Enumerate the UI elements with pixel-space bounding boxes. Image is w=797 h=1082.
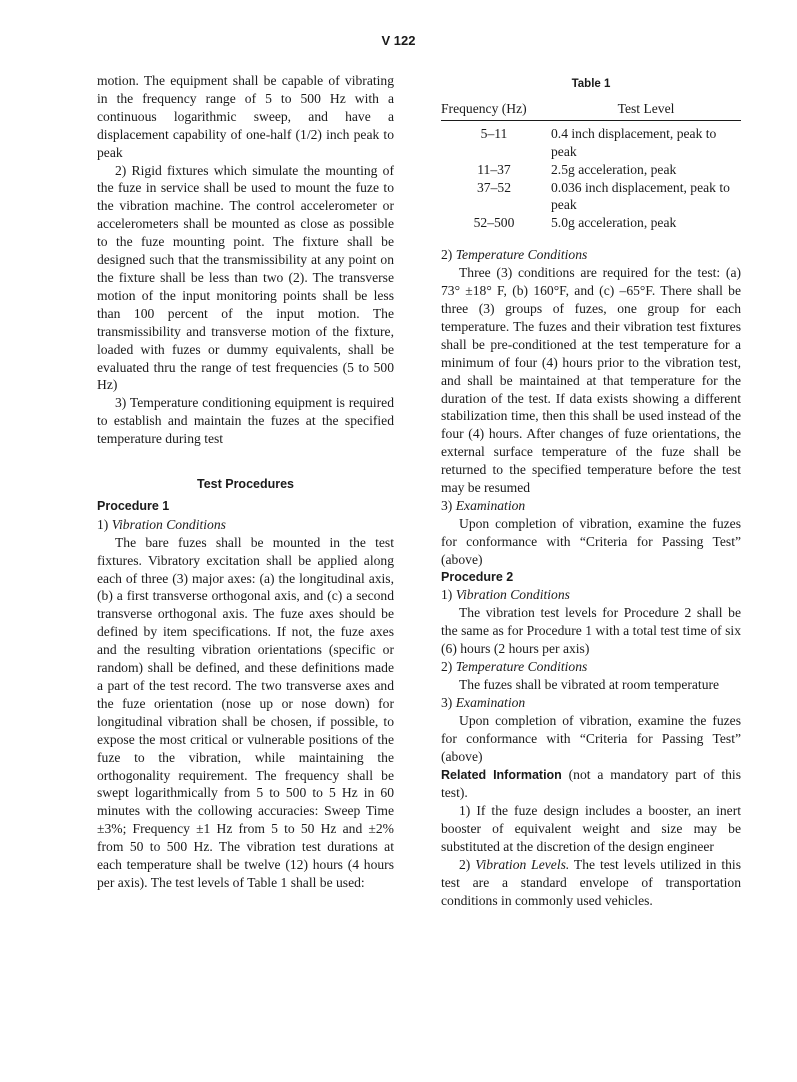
paragraph-related-booster: 1) If the fuze design includes a booster, an inert booster of equivalent weight and size may be substituted at the discretion of the design engineer: [441, 803, 741, 855]
procedure-1-label: Procedure 1: [97, 498, 170, 513]
section-number: 2): [441, 659, 456, 675]
paragraph-vibration-conditions: The bare fuzes shall be mounted in the test fixtures. Vibratory excitation shall be applied along each of three (3) major axes: (a) the longitudinal axis, (b) a first transverse orthogonal axis, and (c) a second transverse orthogonal axis. The fuze axes should be defined by item specifications. If not, the fuze axes and the resulting vibration orientations (specific or random) shall be defined, and these definitions made a part of the test record. The two transverse axes and the fuze orientation (nose up or nose down) for longitudinal vibration shall be chosen, if possible, to expose the most critical or vulnerable positions of the fuze to the vibration, while maintaining the orthogonality requirement. The frequency shall be swept logarithmically from 5 to 500 to 5 Hz in 60 minutes with the collowing accuracies: Sweep Time ±3%; Frequency ±1 Hz from 5 to 50 Hz and ±2% from 50 to 500 Hz. The vibration test durations at each temperature shall be twelve (12) hours (4 hours per axis). The test levels of Table 1 shall be used:: [97, 534, 394, 890]
page-number: V 122: [381, 33, 416, 48]
column-header-test-level: Test Level: [551, 100, 741, 120]
table-title: Table 1: [571, 78, 611, 90]
section-title: Vibration Conditions: [111, 516, 226, 532]
test-level-cell: 5.0g acceleration, peak: [551, 215, 677, 231]
paragraph-vibration-conditions-2: The vibration test levels for Procedure 2 shall be the same as for Procedure 1 with a total test time of six (6) hours (2 hours per axis): [441, 605, 741, 657]
paragraph-rigid-fixtures: 2) Rigid fixtures which simulate the mounting of the fuze in service shall be used to mount the fuze to the vibration machine. The control accelerometer or accelerometers shall be mounted as close as possible to the fuze mounting point. The fixture shall be designed such that the transmissibility at any point on the fixture shall be less than two (2). The transverse motion of the input monitoring points shall be less than 100 percent of the input motion. The transmissibility and transverse motion of the fixture, loaded with fuzes or dummy equivalents, shall be evaluated thru the range of test frequencies (5 to 500 Hz): [97, 162, 394, 393]
paragraph-temperature-conditions-2: The fuzes shall be vibrated at room temperature: [459, 677, 720, 692]
test-level-table: [441, 100, 741, 232]
column-header-frequency: Frequency (Hz): [441, 100, 551, 120]
section-number: 3): [441, 497, 456, 513]
related-information-label: Related Information: [441, 767, 562, 782]
table-row: [441, 161, 741, 179]
frequency-cell: 5–11: [480, 125, 508, 141]
temperature-conditions-heading: [441, 246, 741, 264]
table-row: [441, 214, 741, 232]
section-title: Temperature Conditions: [455, 659, 588, 675]
paragraph-text: The test levels utilized in this test are a standard envelope of transportation conditions in commonly used vehicles.: [441, 857, 741, 908]
test-level-cell: 2.5g acceleration, peak: [551, 161, 677, 177]
section-number: 2): [459, 857, 476, 873]
related-information-note: (not a mandatory part of this test).: [441, 766, 741, 801]
paragraph-temperature-equipment: 3) Temperature conditioning equipment is required to establish and maintain the fuzes at the specified temperature during test: [97, 395, 394, 447]
paragraph-related-vibration-levels: [441, 856, 741, 910]
examination-heading: [441, 497, 741, 515]
left-column: [97, 72, 394, 892]
test-level-cell: 0.036 inch displacement, peak to peak: [551, 179, 730, 213]
table-row: [441, 179, 741, 215]
paragraph-motion: motion. The equipment shall be capable of vibrating in the frequency range of 5 to 500 Hz with a continuous logarithmic sweep, and have a displacement capability of one-half (1/2) inch peak to peak: [97, 73, 394, 160]
section-number: 3): [441, 694, 456, 710]
temperature-conditions-2-heading: [441, 658, 741, 676]
frequency-cell: 52–500: [473, 215, 515, 231]
vibration-conditions-2-heading: [441, 586, 741, 604]
paragraph-examination-2: Upon completion of vibration, examine the fuzes for conformance with “Criteria for Passing Test” (above): [441, 712, 741, 764]
test-level-cell: 0.4 inch displacement, peak to peak: [551, 125, 717, 159]
paragraph-temperature-conditions: Three (3) conditions are required for the test: (a) 73° ±18° F, (b) 160°F, and (c) –65°F. There shall be three (3) groups of fuzes, one group for each temperature. The fuzes and their vibration test fixtures shall be pre-conditioned at the test temperature for a minimum of four (4) hours prior to the vibration test, and shall be maintained at that temperature for the duration of the test. If data exists showing a different stabilization time, then this shall be used instead of the four (4) hours. After changes of fuze orientations, the external surface temperature of the fuze shall be returned to the specified temperature before the test may be resumed: [441, 265, 741, 496]
section-title: Vibration Conditions: [455, 587, 570, 603]
frequency-cell: 11–37: [477, 161, 511, 177]
paragraph-examination: Upon completion of vibration, examine the fuzes for conformance with “Criteria for Passing Test” (above): [441, 515, 741, 567]
vibration-conditions-heading: [97, 516, 394, 534]
section-number: 1): [441, 587, 456, 603]
section-title: Temperature Conditions: [455, 247, 588, 263]
examination-2-heading: [441, 694, 741, 712]
related-information: [441, 766, 741, 803]
table-row: [441, 120, 741, 160]
section-title: Examination: [455, 497, 526, 513]
section-number: 1): [97, 516, 112, 532]
frequency-cell: 37–52: [477, 179, 511, 195]
right-column: [441, 76, 741, 910]
test-procedures-heading: Test Procedures: [196, 477, 295, 492]
section-number: 2): [441, 247, 456, 263]
section-title: Vibration Levels.: [475, 857, 570, 873]
procedure-2-label: Procedure 2: [441, 569, 514, 584]
section-title: Examination: [455, 694, 526, 710]
